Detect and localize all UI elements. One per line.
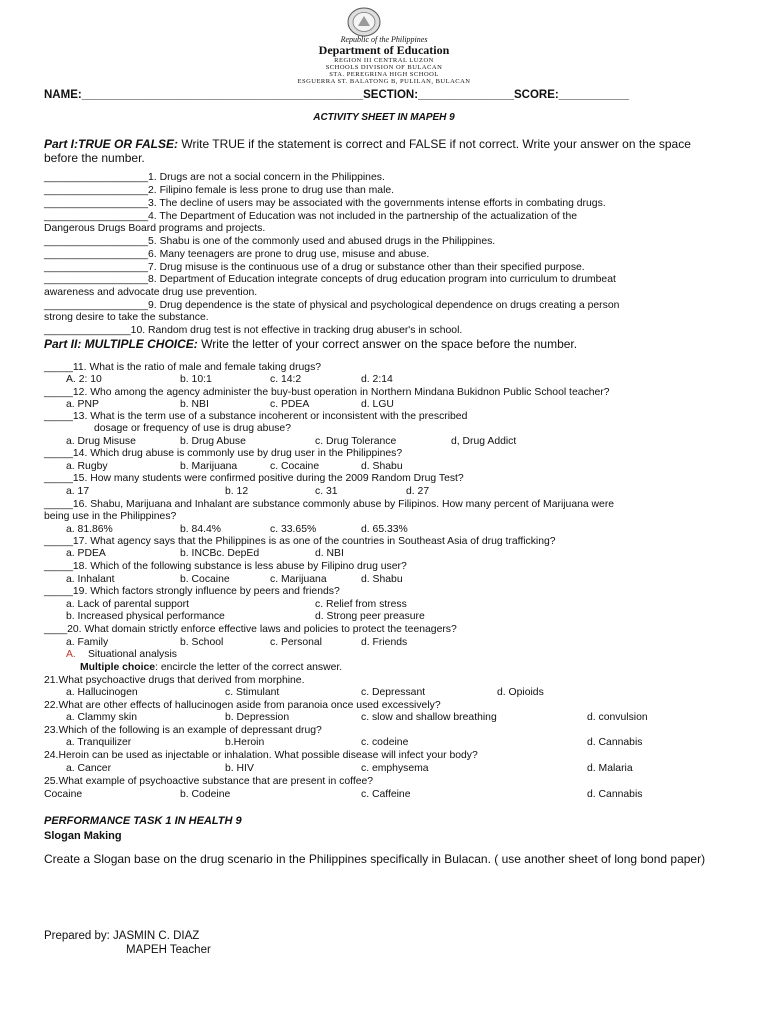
mc-option: d, Drug Addict — [451, 436, 517, 447]
tf-item-continued: Dangerous Drugs Board programs and projects. — [44, 223, 266, 234]
prepared-by-role: MAPEH Teacher — [126, 944, 211, 956]
name-section-score-line: NAME:____________________________________________SECTION:_______________SCORE:___________ — [44, 89, 630, 101]
mc-option: d. Strong peer preasure — [315, 611, 425, 622]
mc-question: _____11. What is the ratio of male and female taking drugs? — [44, 362, 322, 373]
mc-option: c. Marijuana — [270, 574, 327, 585]
mc2-instructions — [80, 662, 342, 675]
mc2-label: Multiple choice — [80, 662, 156, 673]
mc-option: c. 14:2 — [270, 374, 302, 385]
tf-item: __________________6. Many teenagers are prone to drug use, misuse and abuse. — [44, 249, 430, 260]
mc-option: c. Relief from stress — [315, 599, 407, 610]
tf-item: __________________9. Drug dependence is the state of physical and psychological dependence on drugs creating a person — [44, 300, 620, 311]
mc-option-letter: A. — [66, 649, 76, 660]
mc-option: b. School — [180, 637, 224, 648]
mc-option: Cocaine — [44, 789, 83, 800]
mc-option: c. Caffeine — [361, 789, 411, 800]
mc-option: d. 65.33% — [361, 524, 408, 535]
mc-option: b. Marijuana — [180, 461, 238, 472]
mc-option: c. 33.65% — [270, 524, 317, 535]
mc-option: b. Depression — [225, 712, 290, 723]
mc-option: b. HIV — [225, 763, 254, 774]
mc-question: _____14. Which drug abuse is commonly use by drug user in the Philippines? — [44, 448, 403, 459]
header-address: ESGUERRA ST. BALATONG B, PULILAN, BULACAN — [297, 78, 471, 85]
part2-instructions — [44, 337, 724, 351]
mc-question-continued: being use in the Philippines? — [44, 511, 177, 522]
mc-option: c. codeine — [361, 737, 409, 748]
mc-option: b. 84.4% — [180, 524, 222, 535]
mc-option: c. Cocaine — [270, 461, 320, 472]
part1-instruction-text: Write TRUE if the statement is correct and FALSE if not correct. Write your answer on the space before the number. — [44, 137, 691, 165]
tf-item: __________________8. Department of Education integrate concepts of drug education program into curriculum to drumbeat — [44, 274, 616, 285]
mc-option: a. Rugby — [66, 461, 108, 472]
mc-option: c. slow and shallow breathing — [361, 712, 497, 723]
mc-option: b. NBI — [180, 399, 209, 410]
mc-option: d. Malaria — [587, 763, 633, 774]
mc-option: b. Cocaine — [180, 574, 230, 585]
mc2-instruction-text: : encircle the letter of the correct answer. — [155, 662, 343, 673]
mc-option: a. Family — [66, 637, 109, 648]
mc-option: b. Drug Abuse — [180, 436, 246, 447]
mc-option: c. emphysema — [361, 763, 429, 774]
mc-question: 23.Which of the following is an example of depressant drug? — [44, 725, 322, 736]
mc-option: c. Stimulant — [225, 687, 280, 698]
mc-option: d. convulsion — [587, 712, 648, 723]
mc-option: d. Cannabis — [587, 737, 643, 748]
tf-item: __________________3. The decline of users may be associated with the governments intense efforts in combating drugs. — [44, 198, 606, 209]
header-school: STA. PEREGRINA HIGH SCHOOL — [329, 71, 439, 78]
mc-option: a. Lack of parental support — [66, 599, 190, 610]
mc-question: 25.What example of psychoactive substance that are present in coffee? — [44, 776, 374, 787]
mc-option: b. Codeine — [180, 789, 231, 800]
prepared-by: Prepared by: JASMIN C. DIAZ — [44, 930, 200, 942]
header-division: SCHOOLS DIVISION OF BULACAN — [325, 64, 443, 71]
mc-question: _____19. Which factors strongly influence by peers and friends? — [44, 586, 340, 597]
tf-item: _______________10. Random drug test is not effective in tracking drug abuser's in school. — [44, 325, 463, 336]
mc-option: d. Shabu — [361, 574, 403, 585]
mc-question: _____18. Which of the following substance is less abuse by Filipino drug user? — [44, 561, 407, 572]
mc-question: _____16. Shabu, Marijuana and Inhalant are substance commonly abuse by Filipinos. How many percent of Marijuana were — [44, 499, 615, 510]
mc-option: d. Cannabis — [587, 789, 643, 800]
mc-option: a. Inhalant — [66, 574, 115, 585]
deped-seal-icon — [347, 7, 381, 37]
mc-option: b. Increased physical performance — [66, 611, 225, 622]
mc-option: d. 27 — [406, 486, 430, 497]
mc-option: A. 2: 10 — [66, 374, 102, 385]
mc-question: 24.Heroin can be used as injectable or inhalation. What possible disease will infect your body? — [44, 750, 478, 761]
header-republic: Republic of the Philippines — [340, 35, 428, 44]
tf-item: __________________5. Shabu is one of the commonly used and abused drugs in the Philippines. — [44, 236, 496, 247]
page-title: ACTIVITY SHEET IN MAPEH 9 — [313, 112, 455, 123]
mc-option: c. PDEA — [270, 399, 310, 410]
mc-option: a. 17 — [66, 486, 90, 497]
part1-instructions — [44, 137, 724, 165]
mc-option: b. INCBc. DepEd — [180, 548, 260, 559]
mc-option: c. Drug Tolerance — [315, 436, 397, 447]
mc-option: d. NBI — [315, 548, 344, 559]
mc-question: _____13. What is the term use of a substance incoherent or inconsistent with the prescribed — [44, 411, 468, 422]
mc-question: ____20. What domain strictly enforce effective laws and policies to protect the teenagers? — [44, 624, 457, 635]
part1-label: Part I:TRUE OR FALSE: — [44, 137, 179, 151]
mc-option: a. PDEA — [66, 548, 106, 559]
mc-question: _____12. Who among the agency administer the buy-bust operation in Northern Mindana Bukidnon Public School teacher? — [44, 387, 610, 398]
mc-option: b. 12 — [225, 486, 249, 497]
performance-body: Create a Slogan base on the drug scenario in the Philippines specifically in Bulacan. ( use another sheet of long bond paper) — [44, 852, 706, 866]
mc-option: c. 31 — [315, 486, 338, 497]
tf-item: __________________2. Filipino female is less prone to drug use than male. — [44, 185, 395, 196]
part2-instruction-text: Write the letter of your correct answer on the space before the number. — [197, 337, 578, 351]
mc-option: a. Hallucinogen — [66, 687, 138, 698]
mc-question: 22.What are other effects of hallucinogen aside from paranoia once used excessively? — [44, 700, 441, 711]
tf-item-continued: strong desire to take the substance. — [44, 312, 209, 323]
mc-option: d. Shabu — [361, 461, 403, 472]
mc-option: d. 2:14 — [361, 374, 393, 385]
mc-question: _____15. How many students were confirmed positive during the 2009 Random Drug Test? — [44, 473, 464, 484]
mc-option: c. Personal — [270, 637, 322, 648]
tf-item: __________________7. Drug misuse is the continuous use of a drug or substance other than their specified purpose. — [44, 262, 585, 273]
mc-option: a. 81.86% — [66, 524, 113, 535]
tf-item: __________________1. Drugs are not a social concern in the Philippines. — [44, 172, 385, 183]
mc-option: Situational analysis — [88, 649, 177, 660]
mc-option: c. Depressant — [361, 687, 426, 698]
mc-option: d. LGU — [361, 399, 394, 410]
mc-option: a. Clammy skin — [66, 712, 138, 723]
mc-question-continued: dosage or frequency of use is drug abuse? — [94, 423, 291, 434]
performance-title: PERFORMANCE TASK 1 IN HEALTH 9 — [44, 815, 242, 827]
mc-option: a. PNP — [66, 399, 99, 410]
tf-item-continued: awareness and advocate drug use prevention. — [44, 287, 258, 298]
mc-option: b.Heroin — [225, 737, 265, 748]
mc-question: 21.What psychoactive drugs that derived from morphine. — [44, 675, 305, 686]
mc-option: d. Friends — [361, 637, 408, 648]
tf-item: __________________4. The Department of Education was not included in the partnership of the actualization of the — [44, 211, 577, 222]
part2-label: Part II: MULTIPLE CHOICE: — [44, 337, 198, 351]
mc-question: _____17. What agency says that the Philippines is as one of the countries in Southeast Asia of drug trafficking? — [44, 536, 556, 547]
header-department: Department of Education — [318, 43, 450, 57]
mc-option: d. Opioids — [497, 687, 544, 698]
header-region: REGION III CENTRAL LUZON — [334, 57, 434, 64]
performance-subtitle: Slogan Making — [44, 830, 122, 842]
mc-option: a. Drug Misuse — [66, 436, 136, 447]
mc-option: a. Tranquilizer — [66, 737, 132, 748]
mc-option: b. 10:1 — [180, 374, 212, 385]
mc-option: a. Cancer — [66, 763, 112, 774]
